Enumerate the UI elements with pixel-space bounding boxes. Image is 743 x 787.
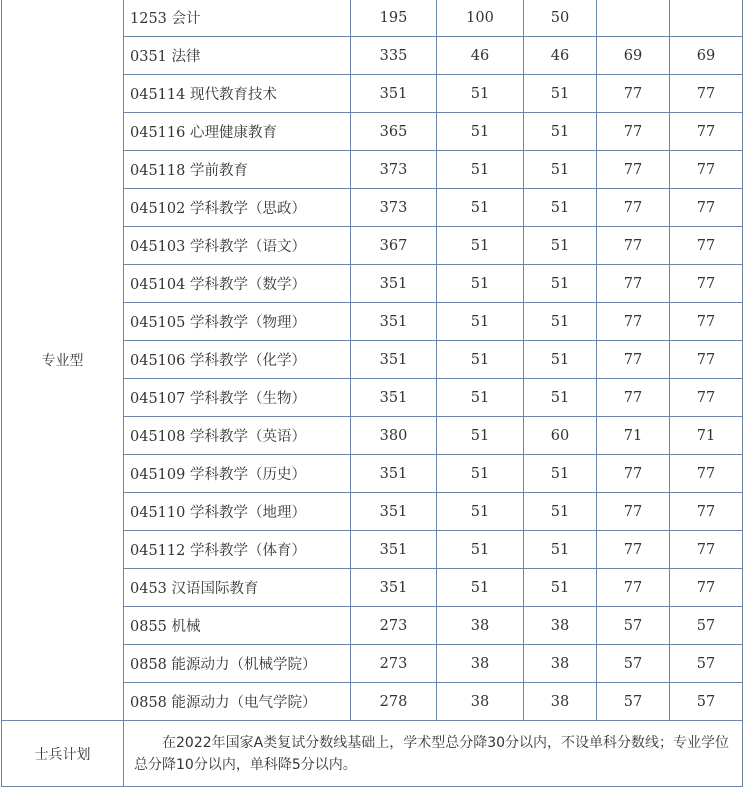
major-cell: 0858 能源动力（电气学院） bbox=[124, 683, 351, 721]
subject4-score-cell: 77 bbox=[670, 303, 743, 341]
total-score-cell: 351 bbox=[351, 341, 437, 379]
total-score-cell: 367 bbox=[351, 227, 437, 265]
total-score-cell: 373 bbox=[351, 189, 437, 227]
subject2-score-cell: 46 bbox=[524, 37, 597, 75]
subject2-score-cell: 51 bbox=[524, 493, 597, 531]
subject1-score-cell: 51 bbox=[437, 227, 524, 265]
subject2-score-cell: 38 bbox=[524, 645, 597, 683]
subject2-score-cell: 51 bbox=[524, 189, 597, 227]
subject2-score-cell: 38 bbox=[524, 607, 597, 645]
table-row bbox=[2, 0, 743, 37]
total-score-cell: 365 bbox=[351, 113, 437, 151]
subject2-score-cell: 51 bbox=[524, 569, 597, 607]
major-cell: 045114 现代教育技术 bbox=[124, 75, 351, 113]
subject3-score-cell: 57 bbox=[597, 607, 670, 645]
subject4-score-cell: 77 bbox=[670, 227, 743, 265]
subject4-score-cell: 77 bbox=[670, 151, 743, 189]
total-score-cell: 335 bbox=[351, 37, 437, 75]
subject1-score-cell: 38 bbox=[437, 683, 524, 721]
subject1-score-cell: 51 bbox=[437, 75, 524, 113]
major-cell: 045104 学科教学（数学） bbox=[124, 265, 351, 303]
subject3-score-cell: 57 bbox=[597, 645, 670, 683]
major-cell: 0855 机械 bbox=[124, 607, 351, 645]
subject4-score-cell: 57 bbox=[670, 607, 743, 645]
subject1-score-cell: 38 bbox=[437, 645, 524, 683]
subject1-score-cell: 100 bbox=[437, 0, 524, 37]
subject2-score-cell: 60 bbox=[524, 417, 597, 455]
subject4-score-cell: 71 bbox=[670, 417, 743, 455]
subject3-score-cell: 77 bbox=[597, 227, 670, 265]
total-score-cell: 278 bbox=[351, 683, 437, 721]
subject1-score-cell: 51 bbox=[437, 569, 524, 607]
subject4-score-cell: 77 bbox=[670, 265, 743, 303]
subject1-score-cell: 51 bbox=[437, 303, 524, 341]
subject4-score-cell: 57 bbox=[670, 683, 743, 721]
major-cell: 1253 会计 bbox=[124, 0, 351, 37]
subject1-score-cell: 38 bbox=[437, 607, 524, 645]
subject3-score-cell bbox=[597, 0, 670, 37]
major-cell: 045110 学科教学（地理） bbox=[124, 493, 351, 531]
subject4-score-cell: 77 bbox=[670, 493, 743, 531]
subject2-score-cell: 51 bbox=[524, 455, 597, 493]
major-cell: 045105 学科教学（物理） bbox=[124, 303, 351, 341]
subject3-score-cell: 77 bbox=[597, 569, 670, 607]
score-table bbox=[1, 0, 743, 787]
subject1-score-cell: 51 bbox=[437, 493, 524, 531]
total-score-cell: 351 bbox=[351, 455, 437, 493]
total-score-cell: 351 bbox=[351, 75, 437, 113]
subject2-score-cell: 51 bbox=[524, 531, 597, 569]
major-cell: 045103 学科教学（语文） bbox=[124, 227, 351, 265]
subject1-score-cell: 51 bbox=[437, 265, 524, 303]
total-score-cell: 351 bbox=[351, 493, 437, 531]
subject4-score-cell: 77 bbox=[670, 455, 743, 493]
soldier-plan-row bbox=[2, 721, 743, 787]
subject4-score-cell: 77 bbox=[670, 569, 743, 607]
total-score-cell: 380 bbox=[351, 417, 437, 455]
subject1-score-cell: 51 bbox=[437, 531, 524, 569]
subject3-score-cell: 77 bbox=[597, 379, 670, 417]
total-score-cell: 195 bbox=[351, 0, 437, 37]
subject4-score-cell: 69 bbox=[670, 37, 743, 75]
subject4-score-cell: 57 bbox=[670, 645, 743, 683]
subject4-score-cell: 77 bbox=[670, 379, 743, 417]
subject4-score-cell: 77 bbox=[670, 75, 743, 113]
total-score-cell: 373 bbox=[351, 151, 437, 189]
subject2-score-cell: 51 bbox=[524, 75, 597, 113]
category-cell: 专业型 bbox=[2, 0, 124, 721]
subject4-score-cell: 77 bbox=[670, 113, 743, 151]
subject3-score-cell: 77 bbox=[597, 531, 670, 569]
subject1-score-cell: 51 bbox=[437, 417, 524, 455]
subject3-score-cell: 77 bbox=[597, 265, 670, 303]
major-cell: 0858 能源动力（机械学院） bbox=[124, 645, 351, 683]
major-cell: 045118 学前教育 bbox=[124, 151, 351, 189]
subject1-score-cell: 51 bbox=[437, 113, 524, 151]
subject2-score-cell: 51 bbox=[524, 113, 597, 151]
subject3-score-cell: 77 bbox=[597, 455, 670, 493]
total-score-cell: 351 bbox=[351, 265, 437, 303]
total-score-cell: 351 bbox=[351, 379, 437, 417]
major-cell: 045102 学科教学（思政） bbox=[124, 189, 351, 227]
subject3-score-cell: 77 bbox=[597, 113, 670, 151]
subject1-score-cell: 51 bbox=[437, 151, 524, 189]
total-score-cell: 351 bbox=[351, 569, 437, 607]
subject4-score-cell: 77 bbox=[670, 341, 743, 379]
subject2-score-cell: 51 bbox=[524, 151, 597, 189]
subject3-score-cell: 57 bbox=[597, 683, 670, 721]
subject1-score-cell: 51 bbox=[437, 341, 524, 379]
major-cell: 0453 汉语国际教育 bbox=[124, 569, 351, 607]
subject4-score-cell: 77 bbox=[670, 531, 743, 569]
subject2-score-cell: 38 bbox=[524, 683, 597, 721]
major-cell: 045109 学科教学（历史） bbox=[124, 455, 351, 493]
subject2-score-cell: 51 bbox=[524, 379, 597, 417]
total-score-cell: 351 bbox=[351, 531, 437, 569]
major-cell: 0351 法律 bbox=[124, 37, 351, 75]
total-score-cell: 273 bbox=[351, 607, 437, 645]
subject4-score-cell bbox=[670, 0, 743, 37]
subject3-score-cell: 77 bbox=[597, 341, 670, 379]
subject3-score-cell: 77 bbox=[597, 151, 670, 189]
subject1-score-cell: 51 bbox=[437, 189, 524, 227]
subject2-score-cell: 50 bbox=[524, 0, 597, 37]
subject3-score-cell: 77 bbox=[597, 75, 670, 113]
major-cell: 045116 心理健康教育 bbox=[124, 113, 351, 151]
subject3-score-cell: 77 bbox=[597, 303, 670, 341]
subject2-score-cell: 51 bbox=[524, 265, 597, 303]
subject3-score-cell: 77 bbox=[597, 189, 670, 227]
major-cell: 045108 学科教学（英语） bbox=[124, 417, 351, 455]
subject3-score-cell: 71 bbox=[597, 417, 670, 455]
subject2-score-cell: 51 bbox=[524, 341, 597, 379]
subject1-score-cell: 46 bbox=[437, 37, 524, 75]
major-cell: 045112 学科教学（体育） bbox=[124, 531, 351, 569]
subject4-score-cell: 77 bbox=[670, 189, 743, 227]
subject1-score-cell: 51 bbox=[437, 455, 524, 493]
subject2-score-cell: 51 bbox=[524, 303, 597, 341]
subject2-score-cell: 51 bbox=[524, 227, 597, 265]
soldier-plan-label: 士兵计划 bbox=[2, 721, 124, 787]
soldier-plan-note: 在2022年国家A类复试分数线基础上，学术型总分降30分以内，不设单科分数线；专业学位总分降10分以内，单科降5分以内。 bbox=[124, 721, 743, 787]
subject3-score-cell: 77 bbox=[597, 493, 670, 531]
subject3-score-cell: 69 bbox=[597, 37, 670, 75]
total-score-cell: 273 bbox=[351, 645, 437, 683]
major-cell: 045107 学科教学（生物） bbox=[124, 379, 351, 417]
major-cell: 045106 学科教学（化学） bbox=[124, 341, 351, 379]
subject1-score-cell: 51 bbox=[437, 379, 524, 417]
total-score-cell: 351 bbox=[351, 303, 437, 341]
